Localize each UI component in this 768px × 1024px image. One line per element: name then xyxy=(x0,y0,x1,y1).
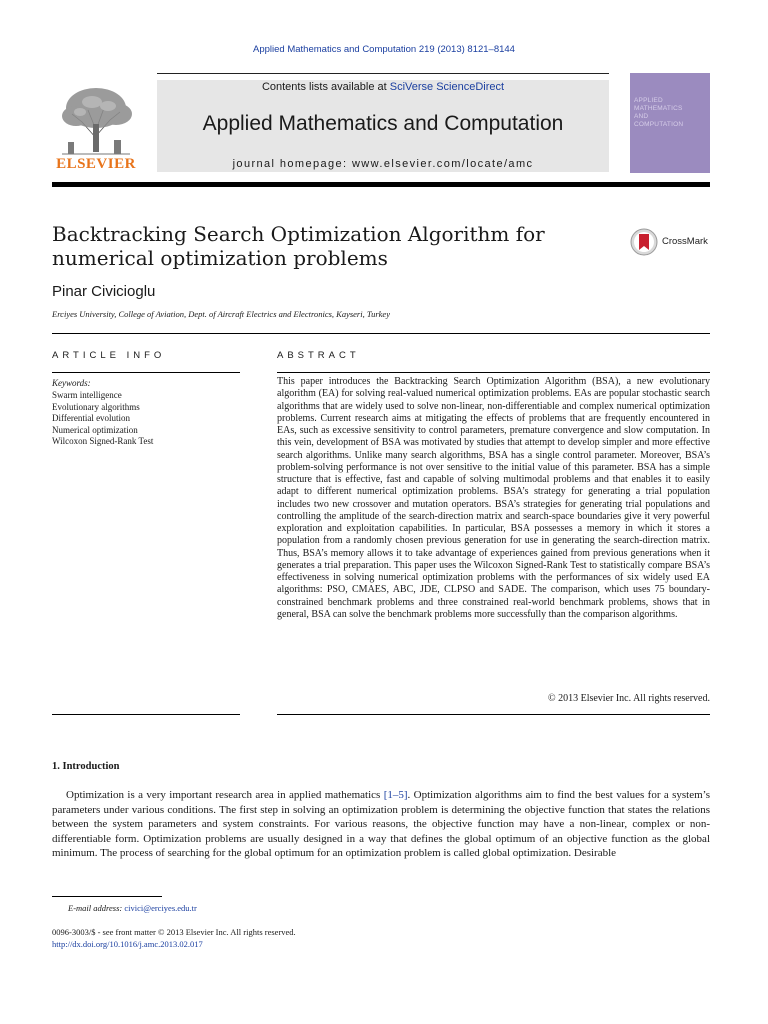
doi-link[interactable]: http://dx.doi.org/10.1016/j.amc.2013.02.017 xyxy=(52,939,203,949)
elsevier-wordmark: ELSEVIER xyxy=(56,156,136,172)
keywords-list xyxy=(52,390,153,448)
author-email-link[interactable]: civici@erciyes.edu.tr xyxy=(124,903,197,913)
article-title: Backtracking Search Optimization Algorithm for numerical optimization problems xyxy=(52,222,545,270)
crossmark-label: CrossMark xyxy=(662,236,708,247)
author-affiliation: Erciyes University, College of Aviation, Dept. of Aircraft Electrics and Electronics, Kayseri, Turkey xyxy=(52,309,390,319)
keyword: Wilcoxon Signed-Rank Test xyxy=(52,436,154,447)
contents-line xyxy=(157,80,609,93)
introduction-paragraph xyxy=(52,788,710,861)
crossmark-button[interactable] xyxy=(630,226,712,258)
affiliation-rule xyxy=(52,333,710,334)
author-name: Pinar Civicioglu xyxy=(52,283,156,300)
keywords-label: Keywords: xyxy=(52,378,91,388)
header-top-rule xyxy=(157,73,609,74)
crossmark-icon xyxy=(630,228,658,256)
article-info-top-rule xyxy=(52,372,240,373)
keyword: Swarm intelligence xyxy=(52,390,122,400)
footnote-email xyxy=(68,903,197,913)
keyword: Evolutionary algorithms xyxy=(52,401,140,412)
keyword: Differential evolution xyxy=(52,413,131,424)
intro-text-rest: . Optimization algorithms aim to find the best values for a system’s parameters under various conditions. The first step in solving an optimization problem is determining the objective function that states the relations between the system parameters and system constraints. For various reasons, the objective function may have a non-linear, complex or non-differentiable form. Optimization problems are usually designed in a way that defines the global optimum of an objective function as the global minimum. The process of searching for the global optimum for an optimization problem is called global optimization. Desirable xyxy=(52,789,710,859)
journal-name: Applied Mathematics and Computation xyxy=(202,112,564,135)
keyword: Numerical optimization xyxy=(52,424,138,435)
journal-homepage-link[interactable]: journal homepage: www.elsevier.com/locate/amc xyxy=(232,158,534,170)
sciencedirect-link[interactable]: SciVerse ScienceDirect xyxy=(389,81,505,93)
citation-reference-link[interactable]: [1–5] xyxy=(383,789,408,801)
journal-citation-link[interactable]: Applied Mathematics and Computation 219 (2013) 8121–8144 xyxy=(253,44,515,55)
article-info-bottom-rule xyxy=(52,714,240,715)
abstract-bottom-rule xyxy=(277,714,710,715)
article-info-heading: ARTICLE INFO xyxy=(52,350,166,361)
journal-cover-thumbnail[interactable] xyxy=(630,73,710,173)
abstract-top-rule xyxy=(277,372,710,373)
cover-title: APPLIED MATHEMATICS AND COMPUTATION xyxy=(634,97,684,128)
email-label: E-mail address: xyxy=(68,903,125,913)
contents-prefix: Contents lists available at xyxy=(261,81,390,93)
abstract-text: This paper introduces the Backtracking Search Optimization Algorithm (BSA), a new evolutionary algorithm (EA) for solving real-valued numerical optimization problems. EAs are popular stochastic search algorithms that are widely used to solve non-linear, non-differentiable and complex numerical optimization problems. Current research aims at mitigating the effects of problems that are frequently encountered in EAs, such as excessive sensitivity to control parameters, premature convergence and slow computation. In this vein, development of BSA was motivated by studies that attempt to develop simpler and more effective search algorithms. Unlike many search algorithms, BSA has a single control parameter. Moreover, BSA’s problem-solving performance is not over sensitive to the initial value of this parameter. BSA has a simple structure that is effective, fast and capable of solving multimodal problems and that enables it to easily adapt to different numerical optimization problems. BSA’s strategy for generating a trial population includes two new crossover and mutation operators. BSA’s strategies for generating trial populations and controlling the amplitude of the search-direction matrix and search-space boundaries give it very powerful exploration and exploitation capabilities. In particular, BSA possesses a memory in which it stores a population from a randomly chosen previous generation for use in generating the search-direction matrix. Thus, BSA’s memory allows it to take advantage of experiences gained from previous generations when it generates a trial preparation. This paper uses the Wilcoxon Signed-Rank Test to statistically compare BSA’s effectiveness in solving numerical optimization problems with the performances of six widely used EA algorithms: PSO, CMAES, ABC, JDE, CLPSO and SADE. The comparison, which uses 75 boundary-constrained benchmark problems and three constrained real-world benchmark problems, shows that in general, BSA can solve the benchmark problems more successfully than the comparison algorithms. xyxy=(277,376,710,620)
intro-text-start: Optimization is a very important research area in applied mathematics xyxy=(66,789,384,801)
header-bottom-rule xyxy=(52,182,710,187)
abstract-heading: ABSTRACT xyxy=(277,350,360,361)
footnote-rule xyxy=(52,896,162,897)
issn-line: 0096-3003/$ - see front matter © 2013 Elsevier Inc. All rights reserved. xyxy=(52,927,296,937)
section-heading-introduction: 1. Introduction xyxy=(52,761,120,772)
copyright-notice: © 2013 Elsevier Inc. All rights reserved. xyxy=(547,693,710,704)
